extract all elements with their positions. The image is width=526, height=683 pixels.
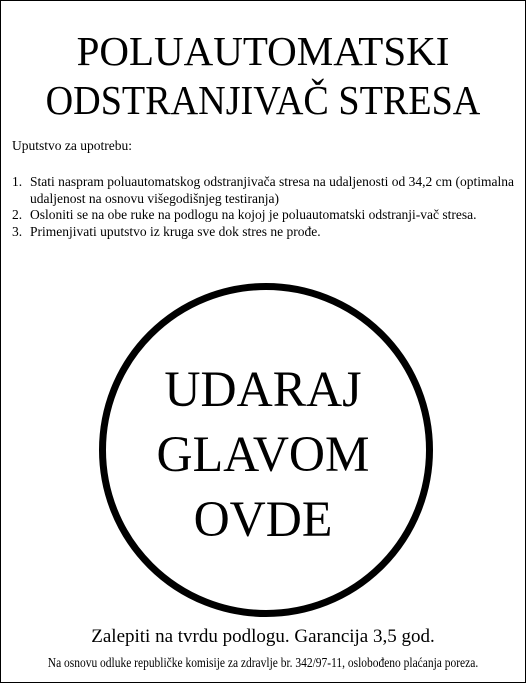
step-number: 1. xyxy=(12,174,23,189)
step-number: 2. xyxy=(12,207,23,222)
instruction-step-2 xyxy=(12,207,518,224)
title-line-2: ODSTRANJIVAČ STRESA xyxy=(45,77,481,123)
step-text: Stati naspram poluautomatskog odstranjivača stresa na udaljenosti od 34,2 cm (optimalna udaljenost na osnovu višegodišnjeg testiranja) xyxy=(30,174,515,206)
title-line-1: POLUAUTOMATSKI xyxy=(76,28,450,74)
instructions-list xyxy=(12,174,518,240)
target-text-line-3: OVDE xyxy=(193,492,333,548)
target-text-line-1: UDARAJ xyxy=(164,362,362,418)
footer-legal-note: Na osnovu odluke republičke komisije za zdravlje br. 342/97-11, oslobođeno plaćanja poreza. xyxy=(47,655,479,670)
step-text: Primenjivati uputstvo iz kruga sve dok stres ne prođe. xyxy=(30,223,321,239)
step-number: 3. xyxy=(12,223,23,239)
instructions-label: Uputstvo za upotrebu: xyxy=(12,138,132,153)
footer-instruction: Zalepiti na tvrdu podlogu. Garancija 3,5 god. xyxy=(91,626,435,647)
instruction-step-3 xyxy=(12,224,518,241)
target-text-line-2: GLAVOM xyxy=(156,427,370,483)
instruction-step-1 xyxy=(12,174,518,207)
step-text: Osloniti se na obe ruke na podlogu na kojoj je poluautomatski odstranji-vač stresa. xyxy=(30,207,477,222)
